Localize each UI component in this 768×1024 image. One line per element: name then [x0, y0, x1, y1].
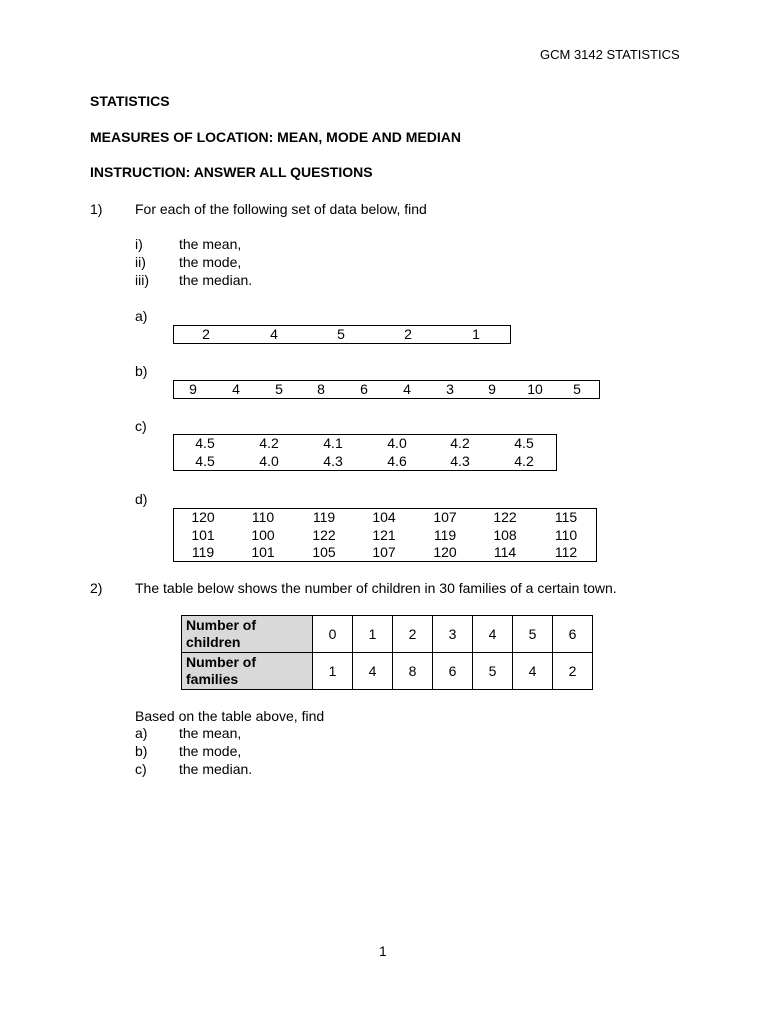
- data-value: 10: [527, 381, 543, 397]
- data-value: 4.0: [387, 435, 407, 451]
- table-cell: 4: [513, 653, 553, 690]
- data-value: 8: [317, 381, 325, 397]
- table-cell: 2: [553, 653, 593, 690]
- part-label-b: b): [135, 363, 148, 379]
- data-value: 5: [573, 381, 581, 397]
- data-box-b: [173, 380, 600, 399]
- header-line: Number of: [186, 654, 256, 670]
- q2-item-text: the median.: [179, 761, 253, 777]
- data-value: 119: [312, 509, 336, 525]
- q1-item-text: the mean,: [179, 236, 242, 252]
- data-value: 112: [554, 544, 578, 560]
- header-line: Number of: [186, 617, 256, 633]
- table-row-header: [182, 653, 313, 690]
- q1-item-number: ii): [135, 254, 146, 270]
- table-cell: 4: [353, 653, 393, 690]
- data-value: 4.2: [450, 435, 470, 451]
- q2-item-number: b): [135, 743, 148, 759]
- q1-item-number: i): [135, 236, 143, 252]
- table-cell: 5: [513, 616, 553, 653]
- table-cell: 2: [393, 616, 433, 653]
- data-box-c: [173, 434, 557, 471]
- table-cell: 1: [353, 616, 393, 653]
- data-value: 4.5: [195, 453, 215, 469]
- data-value: 4.2: [514, 453, 534, 469]
- table-cell: 0: [313, 616, 353, 653]
- table-cell: 3: [433, 616, 473, 653]
- data-value: 108: [493, 527, 517, 543]
- q1-text: For each of the following set of data below, find: [135, 201, 427, 217]
- data-value: 4.5: [514, 435, 534, 451]
- section-subtitle: MEASURES OF LOCATION: MEAN, MODE AND MEDIAN: [90, 129, 461, 145]
- part-label-c: c): [135, 418, 147, 434]
- data-value: 121: [372, 527, 396, 543]
- data-value: 4: [403, 381, 411, 397]
- data-value: 2: [202, 326, 210, 342]
- q2-item-number: a): [135, 725, 148, 741]
- q2-item-text: the mode,: [179, 743, 242, 759]
- data-value: 105: [312, 544, 336, 560]
- table-row: [182, 616, 593, 653]
- data-value: 101: [191, 527, 215, 543]
- table-cell: 5: [473, 653, 513, 690]
- data-value: 4.6: [387, 453, 407, 469]
- q1-item-number: iii): [135, 272, 149, 288]
- table-row: [182, 653, 593, 690]
- table-cell: 4: [473, 616, 513, 653]
- data-value: 4.3: [323, 453, 343, 469]
- page-number: 1: [379, 943, 387, 959]
- data-value: 107: [372, 544, 396, 560]
- data-value: 5: [337, 326, 345, 342]
- data-value: 122: [312, 527, 336, 543]
- data-box-a: [173, 325, 511, 344]
- data-value: 5: [275, 381, 283, 397]
- data-value: 110: [554, 527, 578, 543]
- data-box-d: [173, 508, 597, 562]
- q1-number: 1): [90, 201, 103, 217]
- data-value: 101: [251, 544, 275, 560]
- data-value: 9: [488, 381, 496, 397]
- q2-item-number: c): [135, 761, 147, 777]
- data-value: 4.1: [323, 435, 343, 451]
- data-value: 110: [251, 509, 275, 525]
- table-row-header: [182, 616, 313, 653]
- header-line: families: [186, 671, 239, 687]
- data-value: 4.3: [450, 453, 470, 469]
- data-value: 100: [251, 527, 275, 543]
- data-value: 4: [270, 326, 278, 342]
- data-value: 4.0: [259, 453, 279, 469]
- data-value: 4.2: [259, 435, 279, 451]
- data-value: 3: [446, 381, 454, 397]
- q2-text: The table below shows the number of children in 30 families of a certain town.: [135, 580, 617, 596]
- header-line: children: [186, 634, 241, 650]
- data-value: 122: [493, 509, 517, 525]
- data-value: 1: [472, 326, 480, 342]
- q1-item-text: the mode,: [179, 254, 242, 270]
- data-value: 2: [404, 326, 412, 342]
- frequency-table: [181, 615, 593, 690]
- data-value: 9: [189, 381, 197, 397]
- data-value: 115: [554, 509, 578, 525]
- data-value: 119: [433, 527, 457, 543]
- q2-number: 2): [90, 580, 103, 596]
- data-value: 107: [433, 509, 457, 525]
- part-label-a: a): [135, 308, 148, 324]
- data-value: 4.5: [195, 435, 215, 451]
- q1-item-text: the median.: [179, 272, 253, 288]
- part-label-d: d): [135, 491, 148, 507]
- data-value: 120: [191, 509, 215, 525]
- data-value: 104: [372, 509, 396, 525]
- page-title: STATISTICS: [90, 93, 170, 109]
- data-value: 119: [191, 544, 215, 560]
- table-cell: 8: [393, 653, 433, 690]
- q2-item-text: the mean,: [179, 725, 242, 741]
- instruction: INSTRUCTION: ANSWER ALL QUESTIONS: [90, 164, 373, 180]
- data-value: 114: [493, 544, 517, 560]
- course-header: GCM 3142 STATISTICS: [540, 47, 680, 62]
- table-cell: 6: [553, 616, 593, 653]
- table-cell: 6: [433, 653, 473, 690]
- data-value: 6: [360, 381, 368, 397]
- q2-after-text: Based on the table above, find: [135, 708, 325, 724]
- data-value: 120: [433, 544, 457, 560]
- data-value: 4: [232, 381, 240, 397]
- table-cell: 1: [313, 653, 353, 690]
